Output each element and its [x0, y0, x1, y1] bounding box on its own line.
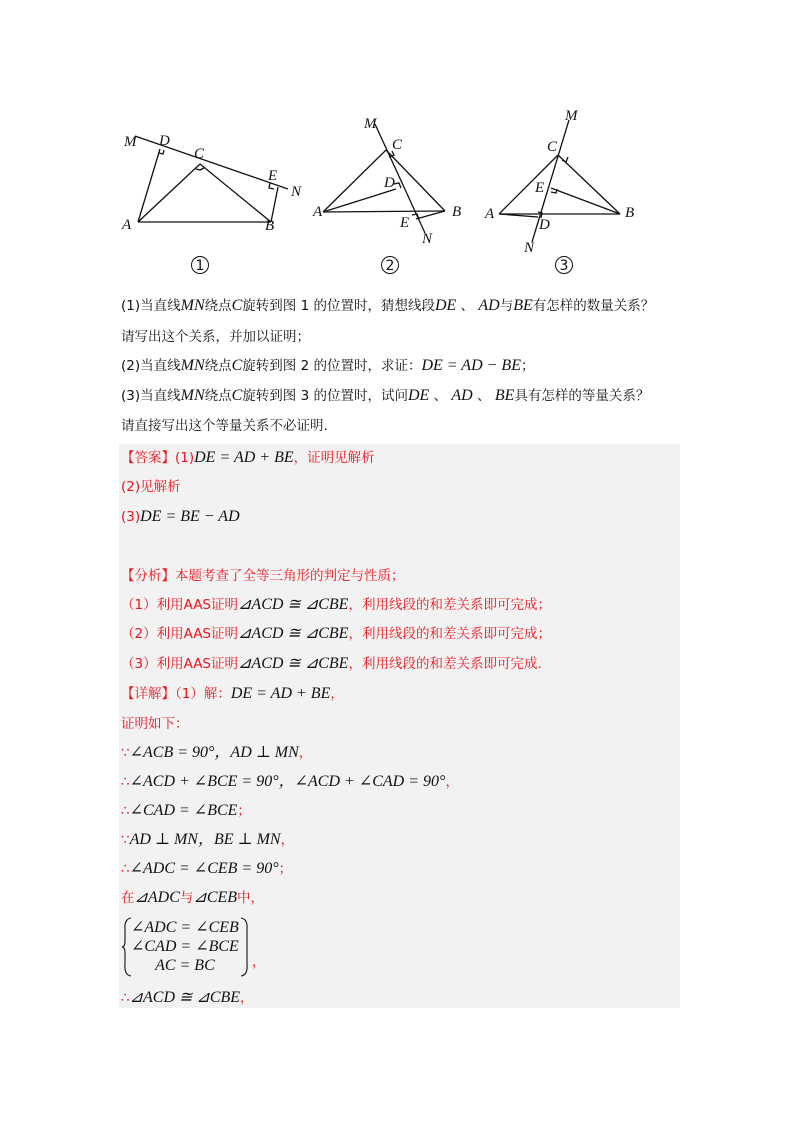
proof-step-5: ∴∠ADC = ∠CEB = 90°；: [121, 860, 293, 877]
answer-line-1: 【答案】(1)DE = AD + BE，证明见解析: [121, 449, 375, 466]
answer-line-3: (3)DE = BE − AD: [121, 508, 240, 525]
proof-intro: 证明如下：: [121, 716, 189, 732]
fig2-label-B: B: [452, 204, 462, 220]
proof-step-2: ∴∠ACD + ∠BCE = 90°，∠ACD + ∠CAD = 90°，: [121, 773, 459, 790]
fig2-number: [382, 257, 399, 275]
fig3-number: [556, 257, 573, 275]
system-line-1: ∠ADC = ∠CEB: [131, 919, 239, 936]
fig1-label-B: B: [265, 218, 275, 234]
svg-text:1: 1: [195, 258, 205, 274]
fig2-label-M: M: [364, 116, 377, 132]
question-2: (2)当直线MN绕点C旋转到图 2 的位置时，求证：DE = AD − BE；: [121, 357, 535, 374]
question-3-line2: 请直接写出这个等量关系不必证明.: [121, 418, 328, 434]
proof-step-7: ∴⊿ACD ≅ ⊿CBE，: [121, 989, 254, 1006]
figure-1: [135, 136, 288, 222]
system-lines: [131, 918, 239, 975]
proof-step-1: ∵∠ACB = 90°，AD ⊥ MN，: [121, 744, 313, 761]
fig2-label-C: C: [392, 137, 403, 153]
fig2-label-A: A: [313, 204, 323, 220]
system-line-3: AC = BC: [155, 957, 215, 974]
fig3-label-D: D: [539, 217, 550, 233]
fig3-label-M: M: [565, 108, 578, 124]
fig3-label-E: E: [535, 180, 545, 196]
right-brace-icon: [239, 916, 251, 978]
analysis-intro: 【分析】本题考查了全等三角形的判定与性质；: [121, 568, 405, 584]
analysis-point-2: （2）利用AAS证明⊿ACD ≅ ⊿CBE，利用线段的和差关系即可完成；: [121, 625, 551, 642]
fig2-label-E: E: [400, 215, 410, 231]
fig1-label-E: E: [268, 168, 278, 184]
fig1-number: [192, 257, 209, 275]
fig1-label-D: D: [159, 133, 170, 149]
proof-step-3: ∴∠CAD = ∠BCE；: [121, 802, 251, 819]
proof-step-4: ∵AD ⊥ MN，BE ⊥ MN，: [121, 831, 295, 848]
fig3-label-C: C: [547, 139, 558, 155]
system-line-2: ∠CAD = ∠BCE: [131, 938, 239, 955]
fig1-label-N: N: [291, 184, 302, 200]
fig1-label-C: C: [194, 146, 205, 162]
geometry-figures: [110, 100, 670, 280]
analysis-point-3: （3）利用AAS证明⊿ACD ≅ ⊿CBE，利用线段的和差关系即可完成.: [121, 655, 542, 672]
fig1-label-A: A: [122, 217, 132, 233]
question-1-line2: 请写出这个关系，并加以证明；: [121, 329, 310, 345]
fig3-label-A: A: [485, 206, 495, 222]
fig1-label-M: M: [124, 134, 137, 150]
svg-text:3: 3: [559, 258, 569, 274]
figure-3: [499, 120, 620, 242]
fig2-label-N: N: [422, 231, 433, 247]
detail-line-1: 【详解】（1）解：DE = AD + BE，: [121, 685, 344, 702]
question-3: (3)当直线MN绕点C旋转到图 3 的位置时，试问DE 、 AD 、 BE具有怎样的等量关系？: [121, 387, 650, 404]
fig3-label-B: B: [625, 205, 635, 221]
proof-step-6: 在⊿ADC与⊿CEB中，: [121, 889, 265, 906]
svg-text:2: 2: [385, 258, 395, 274]
analysis-point-1: （1）利用AAS证明⊿ACD ≅ ⊿CBE，利用线段的和差关系即可完成；: [121, 596, 551, 613]
answer-line-2: (2)见解析: [121, 479, 181, 495]
question-1: (1)当直线MN绕点C旋转到图 1 的位置时，猜想线段DE 、 AD与BE有怎样的数量关系？: [121, 297, 655, 314]
fig3-label-N: N: [524, 240, 535, 256]
system-comma: ，: [252, 954, 266, 970]
congruence-system: [121, 916, 266, 978]
fig2-label-D: D: [384, 175, 395, 191]
